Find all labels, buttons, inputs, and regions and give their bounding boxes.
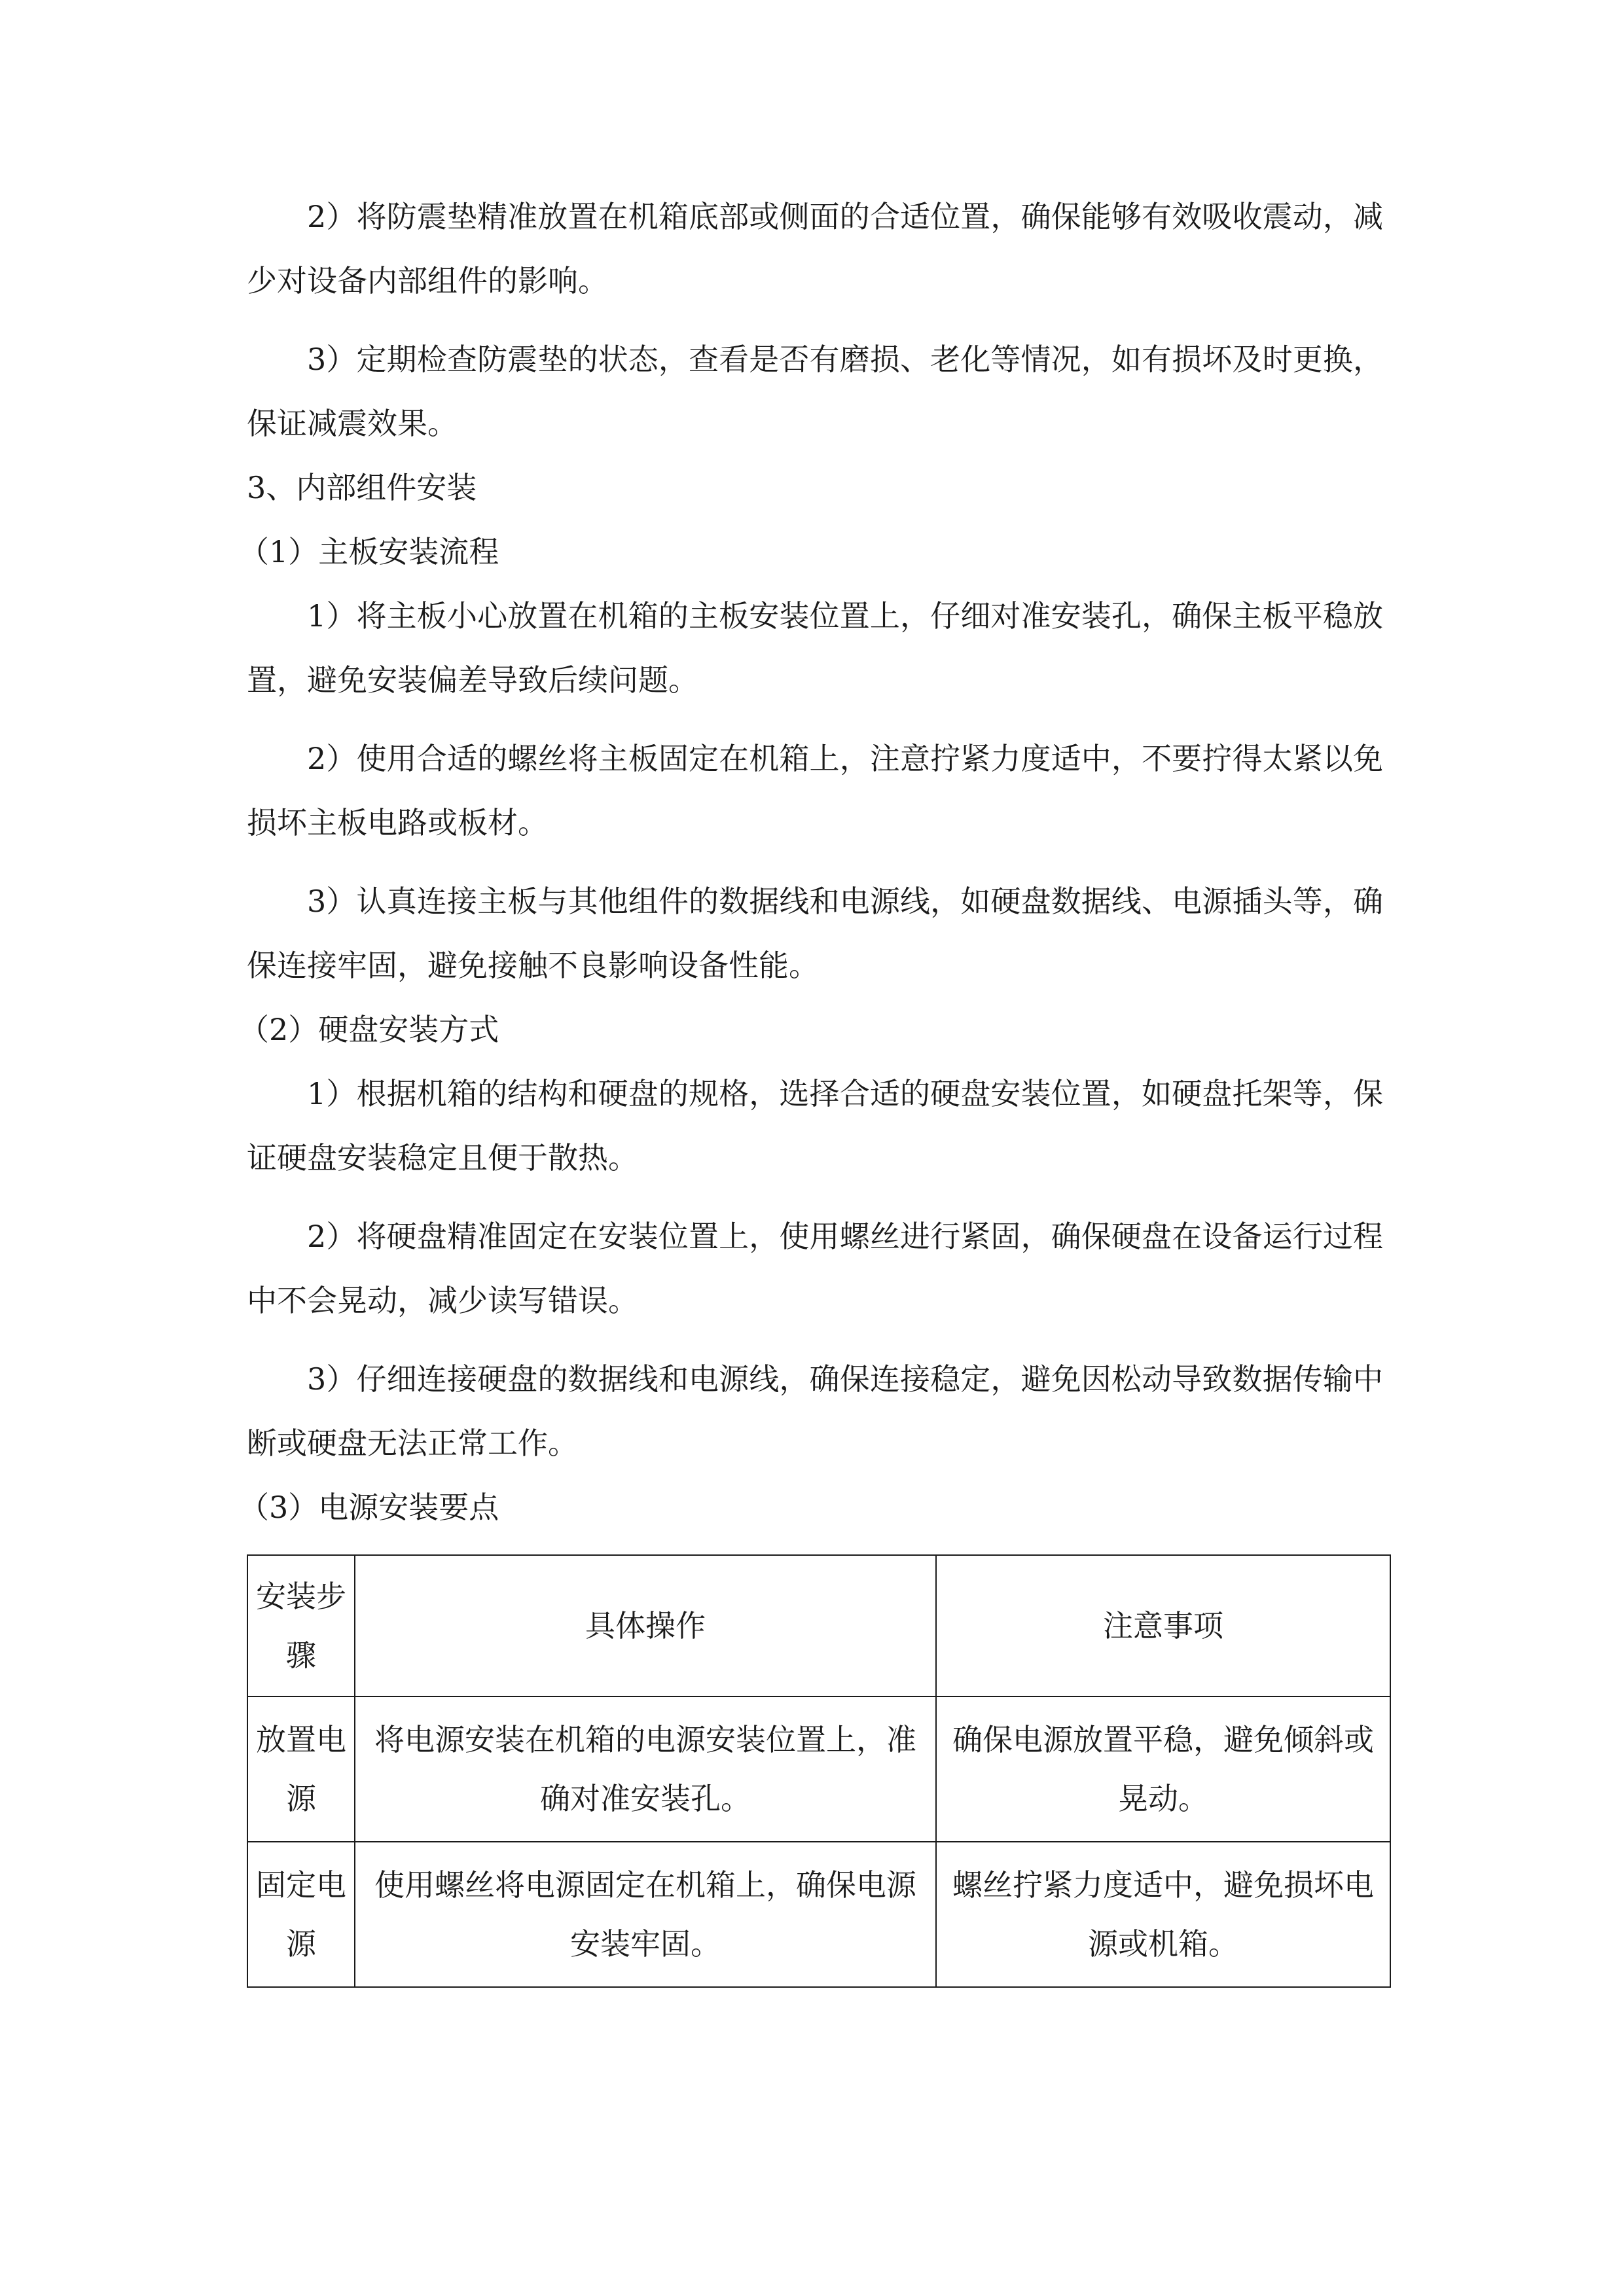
header-operation: 具体操作 <box>355 1555 936 1696</box>
section-title-internal-components: 3、内部组件安装 <box>247 470 477 505</box>
paragraph-shock-pad-inspection: 3）定期检查防震垫的状态，查看是否有磨损、老化等情况，如有损坏及时更换，保证减震效果。 <box>247 342 1383 441</box>
cell-step: 放置电源 <box>247 1696 355 1842</box>
header-notes: 注意事项 <box>936 1555 1390 1696</box>
table-header-row <box>247 1555 1390 1696</box>
document-page <box>239 185 1383 1539</box>
motherboard-step-2: 2）使用合适的螺丝将主板固定在机箱上，注意拧紧力度适中，不要拧得太紧以免损坏主板电路或板材。 <box>247 741 1383 840</box>
harddisk-step-1: 1）根据机箱的结构和硬盘的规格，选择合适的硬盘安装位置，如硬盘托架等，保证硬盘安装稳定且便于散热。 <box>247 1076 1383 1175</box>
table-row <box>247 1842 1390 1987</box>
cell-operation: 将电源安装在机箱的电源安装位置上，准确对准安装孔。 <box>355 1696 936 1842</box>
harddisk-step-3: 3）仔细连接硬盘的数据线和电源线，确保连接稳定，避免因松动导致数据传输中断或硬盘无法正常工作。 <box>247 1361 1383 1461</box>
subsection-title-motherboard: （1）主板安装流程 <box>239 534 499 569</box>
table-row <box>247 1696 1390 1842</box>
header-step: 安装步骤 <box>247 1555 355 1696</box>
cell-notes: 确保电源放置平稳，避免倾斜或晃动。 <box>936 1696 1390 1842</box>
subsection-title-power: （3）电源安装要点 <box>239 1490 499 1525</box>
harddisk-step-2: 2）将硬盘精准固定在安装位置上，使用螺丝进行紧固，确保硬盘在设备运行过程中不会晃动，减少读写错误。 <box>247 1219 1383 1318</box>
power-install-table <box>247 1554 1391 1988</box>
motherboard-step-1: 1）将主板小心放置在机箱的主板安装位置上，仔细对准安装孔，确保主板平稳放置，避免安装偏差导致后续问题。 <box>247 598 1383 698</box>
cell-step: 固定电源 <box>247 1842 355 1987</box>
motherboard-step-3: 3）认真连接主板与其他组件的数据线和电源线，如硬盘数据线、电源插头等，确保连接牢固，避免接触不良影响设备性能。 <box>247 884 1383 983</box>
subsection-title-harddisk: （2）硬盘安装方式 <box>239 1012 499 1047</box>
cell-notes: 螺丝拧紧力度适中，避免损坏电源或机箱。 <box>936 1842 1390 1987</box>
cell-operation: 使用螺丝将电源固定在机箱上，确保电源安装牢固。 <box>355 1842 936 1987</box>
paragraph-shock-pad-placement: 2）将防震垫精准放置在机箱底部或侧面的合适位置，确保能够有效吸收震动，减少对设备内部组件的影响。 <box>247 199 1383 298</box>
